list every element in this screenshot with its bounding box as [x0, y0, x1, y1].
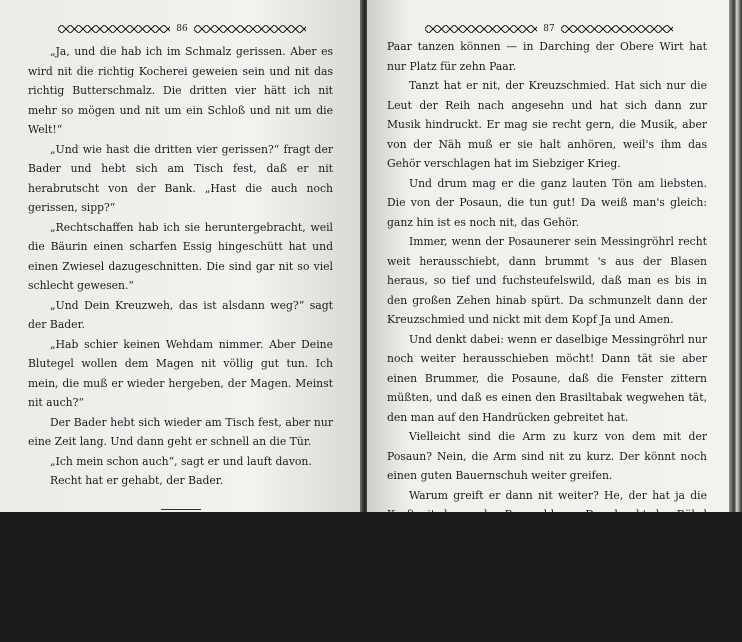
left-page	[0, 0, 362, 638]
left-page-header	[32, 24, 332, 34]
book-edge	[729, 0, 742, 512]
paragraph: „Und wie hast die dritten vier gerissen?“ fragt der Bader und hebt sich am Tisch fest, daß er nit herabrutscht von der Bank. „Hast die auch noch gerissen, sipp?“	[28, 142, 333, 214]
section-title: Vom Posaunenblasen	[97, 529, 264, 546]
paragraph: Wie er in Miesbach gewesen ist, der Kreuzschmied, beim großen Veteranenfest, da hat's ihn auch zum Bräu hineingerissen in den Tanzsaal. Der ist so groß, daß ihrer sechzig	[28, 566, 333, 638]
paragraph: Und denkt dabei: wenn er daselbige Messingröhrl nur noch weiter herausschieben möcht! Dann tät sie aber einen Brummer, die Posaune, daß die Fenster zittern müßten, und daß es einen den Brasiltabak wegwehen tät, den man auf den Handrücken gebreitet hat.	[387, 332, 707, 424]
paragraph: „Und Dein Kreuzweh, das ist alsdann weg?“ sagt der Bader.	[28, 298, 333, 331]
right-page	[367, 0, 729, 560]
paragraph: Und drum mag er die ganz lauten Tön am liebsten. Die von der Posaun, die tun gut! Da weiß man's gleich: ganz hin ist es noch nit, das Gehör.	[387, 176, 707, 229]
ornament-right	[561, 25, 673, 33]
left-page-text	[28, 42, 333, 642]
paragraph: „Ich mein schon auch“, sagt er und lauft davon.	[50, 454, 312, 468]
ornament-left	[58, 25, 170, 33]
paragraph: Recht hat er gehabt, der Bader.	[50, 474, 224, 487]
paragraph: Immer, wenn der Posaunerer sein Messingröhrl recht weit herausschiebt, dann brummt 's aus der Blasen heraus, so tief und fuchsteufelswild, daß man es bis in den großen Zehen hinab spürt. Da schmunzelt dann der Kreuzschmied und nickt mit dem Kopf Ja und Amen.	[387, 235, 707, 326]
paragraph: Warum greift er dann nit weiter? He, der hat ja die Kraft nit derzu, der Posaunblaser. Der druckt das Röhrl ein bissel und dann treibt's ihm schon das ganze Backenzeug auf.	[387, 488, 707, 560]
paragraph: „Ja, und die hab ich im Schmalz gerissen. Aber es wird nit die richtig Kocherei geweien sein und nit das richtig Butterschmalz. Die dritten vier hätt ich nit mehr so mögen und nit um ein Schloß und nit um die Welt!“	[28, 45, 333, 136]
paragraph: „Hab schier keinen Wehdam nimmer. Aber Deine Blutegel wollen dem Magen nit völlig gut tun. Ich mein, die muß er wieder hergeben, der Magen. Meinst nit auch?“	[28, 337, 333, 409]
paragraph: „Rechtschaffen hab ich sie heruntergebracht, weil die Bäurin einen scharfen Essig hingeschütt hat und einen Zwiesel dazugeschnitten. Die sind gar nit so viel schlecht gewesen.“	[28, 220, 333, 292]
paragraph: Paar tanzen können — in Darching der Obere Wirt hat nur Platz für zehn Paar.	[387, 40, 707, 73]
right-page-text	[387, 37, 707, 564]
paragraph: Der Bader hebt sich wieder am Tisch fest, aber nur eine Zeit lang. Und dann geht er schnell an die Tür.	[28, 415, 333, 448]
right-page-header	[389, 24, 709, 34]
ornament-right	[194, 25, 306, 33]
left-page-number: 86	[176, 24, 188, 34]
paragraph: Tanzt hat er nit, der Kreuzschmied. Hat sich nur die Leut der Reih nach angesehn und hat sich dann zur Musik hindruckt. Er mag sie recht gern, die Musik, aber von der Näh muß er sie halt anhören, weil's ihm das Gehör verschlagen hat im Siebziger Krieg.	[387, 79, 707, 170]
right-page-number: 87	[543, 24, 555, 34]
ornament-left	[425, 25, 537, 33]
section-divider	[161, 509, 201, 510]
paragraph: Vielleicht sind die Arm zu kurz von dem mit der Posaun? Nein, die Arm sind nit zu kurz. Der könnt noch einen guten Bauernschuh weiter greifen.	[387, 430, 707, 482]
